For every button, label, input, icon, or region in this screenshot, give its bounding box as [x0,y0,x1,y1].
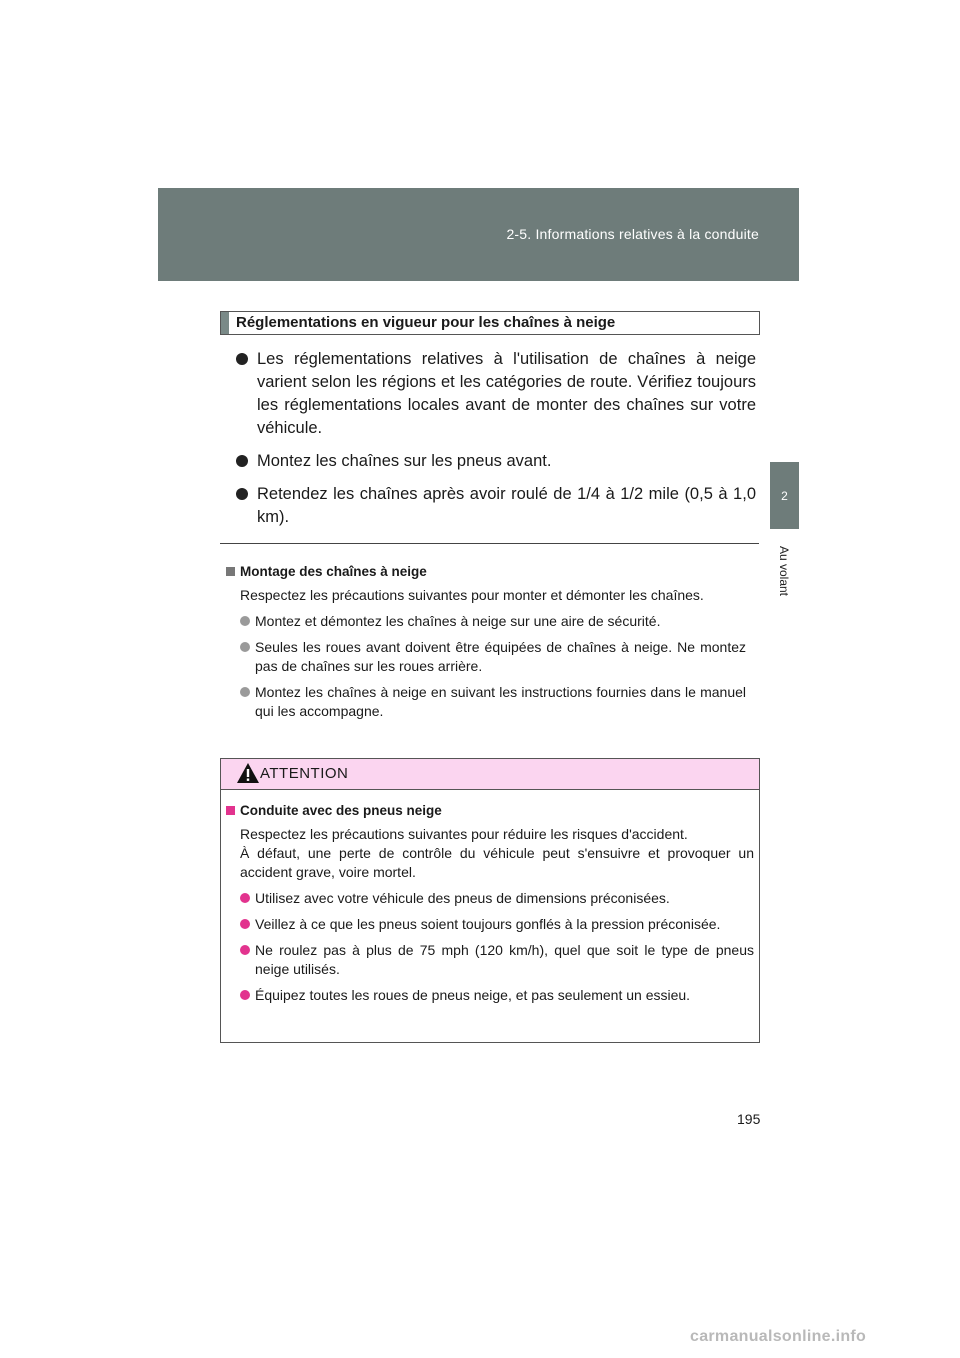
list-item-text: Montez les chaînes sur les pneus avant. [257,452,552,470]
chapter-number: 2 [781,488,788,503]
bullet-icon [240,945,250,955]
list-item [240,986,754,1005]
bullet-icon [236,488,248,500]
warning-heading [226,802,754,820]
mounting-notes [226,563,746,721]
list-item-text: Montez les chaînes à neige en suivant les instructions fournies dans le manuel qui les accompagne. [255,684,746,719]
bullet-icon [240,990,250,1000]
warning-header [221,759,759,790]
bullet-icon [240,893,250,903]
warning-heading-text: Conduite avec des pneus neige [240,803,442,818]
warning-intro-line2: À défaut, une perte de contrôle du véhicule peut s'ensuivre et provoquer un accident grave, voire mortel. [240,845,754,880]
section-title-box [220,311,760,335]
list-item [236,450,756,473]
list-item [240,941,754,979]
list-item-text: Veillez à ce que les pneus soient toujours gonflés à la pression préconisée. [255,916,721,932]
mounting-heading [226,563,746,581]
mounting-heading-text: Montage des chaînes à neige [240,564,427,579]
square-bullet-icon [226,567,235,576]
mounting-intro: Respectez les précautions suivantes pour monter et démonter les chaînes. [240,587,704,603]
list-item-text: Utilisez avec votre véhicule des pneus de dimensions préconisées. [255,890,670,906]
warning-body [226,802,754,1005]
section-divider [220,543,759,544]
chapter-header-title: 2-5. Informations relatives à la conduite [506,226,759,242]
list-item [240,915,754,934]
list-item-text: Ne roulez pas à plus de 75 mph (120 km/h), quel que soit le type de pneus neige utilisés. [255,942,754,977]
bullet-icon [240,642,250,652]
list-item [240,889,754,908]
warning-label: ATTENTION [260,765,349,782]
bullet-icon [240,919,250,929]
bullet-icon [240,616,250,626]
square-bullet-icon [226,806,235,815]
watermark: carmanualsonline.info [690,1328,867,1345]
warning-box [220,758,760,1043]
list-item-text: Équipez toutes les roues de pneus neige, et pas seulement un essieu. [255,987,691,1003]
list-item [240,638,746,676]
section-title: Réglementations en vigueur pour les chaînes à neige [236,314,616,331]
bullet-icon [240,687,250,697]
warning-triangle-icon [236,762,260,784]
list-item [240,683,746,721]
list-item-text: Retendez les chaînes après avoir roulé de 1/4 à 1/2 mile (0,5 à 1,0 km). [257,485,756,526]
list-item [240,612,746,631]
list-item-text: Seules les roues avant doivent être équipées de chaînes à neige. Ne montez pas de chaînes sur les roues arrière. [255,639,746,674]
chapter-label: Au volant [777,545,792,597]
list-item [236,483,756,529]
warning-intro [240,825,754,882]
bullet-icon [236,455,248,467]
bullet-icon [236,353,248,365]
list-item [236,348,756,440]
chapter-tab [770,462,799,529]
list-item-text: Montez et démontez les chaînes à neige sur une aire de sécurité. [255,613,661,629]
section-title-bar [221,312,229,334]
chapter-header-band [158,188,799,281]
page-number: 195 [737,1111,761,1127]
chapter-side-label [770,536,799,606]
regulation-list [236,348,756,539]
warning-intro-line1: Respectez les précautions suivantes pour réduire les risques d'accident. [240,826,688,842]
list-item-text: Les réglementations relatives à l'utilisation de chaînes à neige varient selon les régions et les catégories de route. Vérifiez toujours les réglementations locales avant de monter des chaînes sur votre véhicule. [257,350,756,437]
